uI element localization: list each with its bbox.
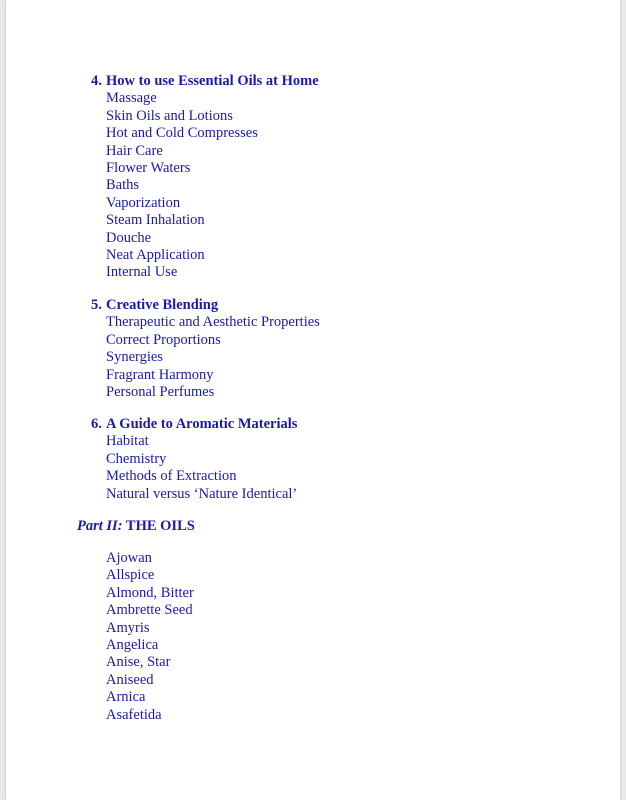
section-6 [91, 416, 297, 503]
list-item: Allspice [106, 567, 155, 584]
list-item: Angelica [106, 637, 159, 654]
list-item: Amyris [106, 619, 150, 636]
list-item: Personal Perfumes [106, 384, 215, 401]
section-number: 5. [91, 297, 102, 313]
list-item: Anise, Star [106, 654, 171, 671]
part-label: Part II: [77, 518, 123, 534]
section-title [91, 73, 319, 90]
list-item: Baths [106, 177, 140, 194]
list-item: Aniseed [106, 671, 154, 688]
section-items [91, 314, 320, 401]
list-item: Neat Application [106, 247, 205, 264]
list-item: Natural versus ‘Nature Identical’ [106, 485, 298, 502]
section-title [91, 297, 320, 314]
list-item: Asafetida [106, 706, 162, 723]
list-item: Douche [106, 229, 152, 246]
list-item: Hair Care [106, 142, 163, 159]
section-number: 6. [91, 416, 102, 432]
list-item: Almond, Bitter [106, 584, 194, 601]
oils-list [106, 550, 194, 724]
section-number: 4. [91, 73, 102, 89]
section-heading: How to use Essential Oils at Home [106, 73, 319, 89]
part-title: THE OILS [125, 518, 195, 534]
list-item: Therapeutic and Aesthetic Properties [106, 314, 320, 331]
section-5 [91, 297, 320, 401]
list-item: Steam Inhalation [106, 212, 205, 229]
list-item: Internal Use [106, 264, 178, 281]
list-item: Flower Waters [106, 160, 191, 177]
section-items [91, 433, 297, 503]
list-item: Hot and Cold Compresses [106, 125, 258, 142]
document-content [6, 0, 620, 800]
list-item: Chemistry [106, 450, 167, 467]
part-heading [77, 518, 195, 535]
section-title [91, 416, 297, 433]
list-item: Synergies [106, 349, 163, 366]
list-item: Arnica [106, 689, 146, 706]
list-item: Skin Oils and Lotions [106, 107, 233, 124]
list-item: Vaporization [106, 194, 181, 211]
list-item: Methods of Extraction [106, 468, 237, 485]
list-item: Ajowan [106, 550, 152, 566]
list-item: Fragrant Harmony [106, 366, 214, 383]
section-heading: A Guide to Aromatic Materials [106, 416, 298, 432]
list-item: Ambrette Seed [106, 602, 193, 619]
section-items [91, 90, 319, 281]
list-item: Correct Proportions [106, 331, 221, 348]
list-item: Massage [106, 90, 157, 107]
section-heading: Creative Blending [106, 297, 219, 313]
section-4 [91, 73, 319, 282]
document-page [6, 0, 620, 800]
list-item: Habitat [106, 433, 149, 450]
